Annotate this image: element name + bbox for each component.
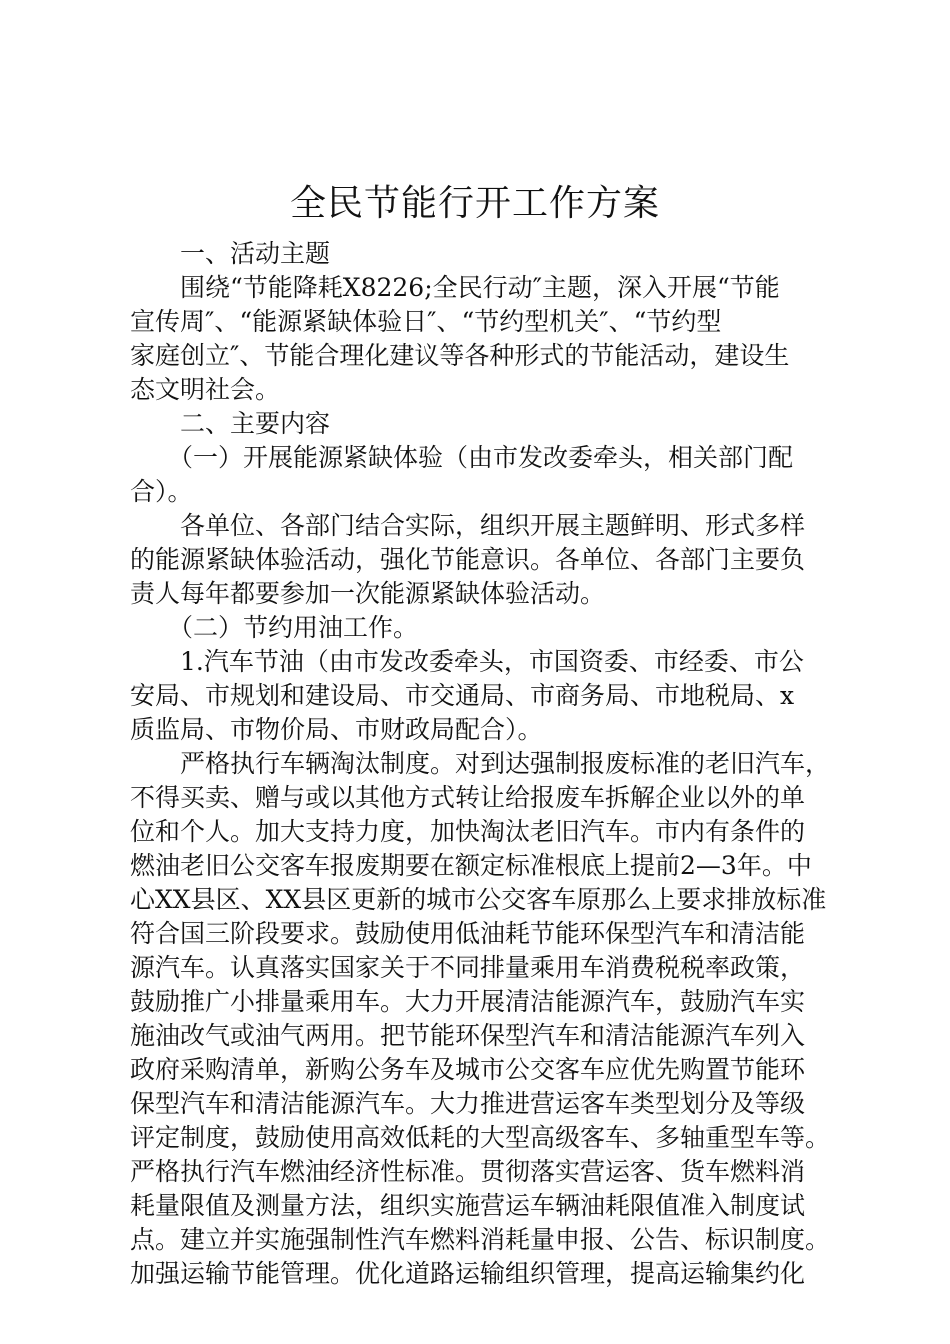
paragraph-line: 围绕“节能降耗X8226;全民行动″主题，深入开展“节能 [180, 273, 780, 302]
subsection-heading-2: （二）节约用油工作。 [168, 613, 419, 642]
paragraph-line: 点。建立并实施强制性汽车燃料消耗量申报、公告、标识制度。 [130, 1225, 831, 1254]
paragraph-line: 符合国三阶段要求。鼓励使用低油耗节能环保型汽车和清洁能 [130, 919, 806, 948]
paragraph-line: 保型汽车和清洁能源汽车。大力推进营运客车类型划分及等级 [130, 1089, 806, 1118]
paragraph-line: 鼓励推广小排量乘用车。大力开展清洁能源汽车，鼓励汽车实 [130, 987, 806, 1016]
paragraph-line: 宣传周″、“能源紧缺体验日″、“节约型机关″、“节约型 [130, 307, 722, 336]
paragraph-line: 耗量限值及测量方法，组织实施营运车辆油耗限值准入制度试 [130, 1191, 806, 1220]
paragraph-line: 不得买卖、赠与或以其他方式转让给报废车拆解企业以外的单 [130, 783, 806, 812]
paragraph-line: 心XX县区、XX县区更新的城市公交客车原那么上要求排放标准 [130, 885, 827, 914]
paragraph-line: 的能源紧缺体验活动，强化节能意识。各单位、各部门主要负 [130, 545, 806, 574]
item-heading: 1.汽车节油（由市发改委牵头，市国资委、市经委、市公 [180, 647, 804, 676]
paragraph-line: 严格执行汽车燃油经济性标准。贯彻落实营运客、货车燃料消 [130, 1157, 806, 1186]
paragraph-line: 安局、市规划和建设局、市交通局、市商务局、市地税局、x [130, 681, 795, 710]
paragraph-line: 态文明社会。 [130, 375, 281, 404]
subsection-heading-1: （一）开展能源紧缺体验（由市发改委牵头，相关部门配 [168, 443, 794, 472]
paragraph-line: 责人每年都要参加一次能源紧缺体验活动。 [130, 579, 606, 608]
paragraph-line: 施油改气或油气两用。把节能环保型汽车和清洁能源汽车列入 [130, 1021, 806, 1050]
section-heading-2: 二、主要内容 [180, 409, 331, 438]
paragraph-line: 政府采购清单，新购公务车及城市公交客车应优先购置节能环 [130, 1055, 806, 1084]
paragraph-line: 质监局、市物价局、市财政局配合）。 [130, 715, 543, 744]
paragraph-line: 加强运输节能管理。优化道路运输组织管理，提高运输集约化 [130, 1259, 806, 1288]
section-heading-1: 一、活动主题 [180, 239, 331, 268]
paragraph-line: 严格执行车辆淘汰制度。对到达强制报废标准的老旧汽车， [180, 749, 831, 778]
paragraph-line: 位和个人。加大支持力度，加快淘汰老旧汽车。市内有条件的 [130, 817, 806, 846]
paragraph-line: 评定制度，鼓励使用高效低耗的大型高级客车、多轴重型车等。 [130, 1123, 831, 1152]
paragraph-line: 合）。 [130, 477, 193, 506]
paragraph-line: 燃油老旧公交客车报废期要在额定标准根底上提前2—3年。中 [130, 851, 812, 880]
paragraph-line: 源汽车。认真落实国家关于不同排量乘用车消费税税率政策， [130, 953, 806, 982]
paragraph-line: 各单位、各部门结合实际，组织开展主题鲜明、形式多样 [180, 511, 806, 540]
document-title: 全民节能行开工作方案 [289, 183, 660, 224]
paragraph-line: 家庭创立″、节能合理化建议等各种形式的节能活动，建设生 [130, 341, 790, 370]
